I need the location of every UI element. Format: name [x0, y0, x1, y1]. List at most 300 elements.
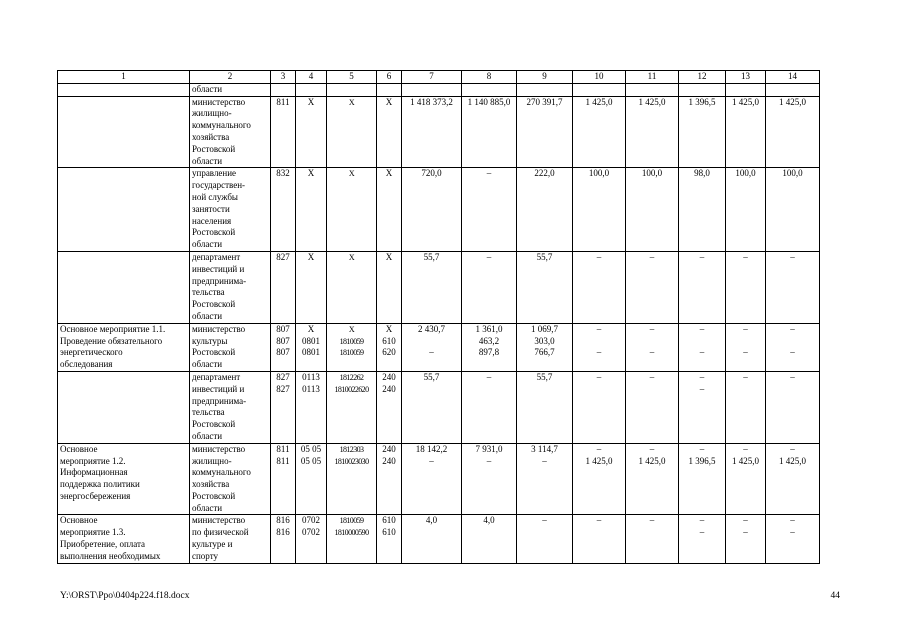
- cell-line: Х: [307, 168, 315, 179]
- value-cell: [726, 83, 766, 96]
- header-cell-8: 8: [462, 71, 517, 84]
- cell-line: [681, 84, 723, 96]
- cell-line: 2 430,7: [418, 323, 445, 334]
- cell-line: –: [542, 515, 547, 526]
- value-cell: [296, 83, 327, 96]
- value-cell: [327, 96, 377, 168]
- cell-line: [60, 84, 187, 96]
- table-row: [58, 443, 820, 515]
- value-cell: [377, 251, 402, 323]
- cell-line: 1 425,0: [638, 455, 666, 466]
- value-cell: [296, 323, 327, 371]
- cell-line: 222,0: [534, 168, 555, 179]
- cell-line: [298, 84, 324, 96]
- cell-line: [681, 336, 723, 348]
- cell-line: Х: [307, 323, 315, 334]
- cell-line: 807: [276, 335, 290, 346]
- cell-line: Ростовской: [192, 490, 236, 501]
- cell-line: [60, 252, 187, 264]
- activity-name-cell: [58, 515, 190, 563]
- table-row: [58, 515, 820, 563]
- cell-line: по физической: [192, 527, 249, 538]
- value-cell: [462, 168, 517, 252]
- cell-line: Ростовской: [192, 347, 236, 358]
- value-cell: [766, 168, 820, 252]
- cell-line: –: [429, 347, 434, 358]
- cell-line: 100,0: [782, 168, 803, 179]
- cell-line: –: [743, 251, 748, 262]
- value-cell: [271, 443, 296, 515]
- cell-line: [379, 84, 399, 96]
- cell-line: 0113: [302, 371, 320, 382]
- cell-line: –: [486, 455, 492, 466]
- cell-line: Проведение обязательного: [60, 335, 163, 346]
- cell-line: Х: [307, 251, 315, 262]
- cell-line: 610: [382, 515, 396, 526]
- value-cell: [573, 515, 626, 563]
- table-row: [58, 83, 820, 96]
- cell-line: –: [596, 251, 602, 262]
- value-cell: [626, 443, 679, 515]
- value-cell: [327, 251, 377, 323]
- value-cell: [271, 371, 296, 443]
- executor-cell: [190, 443, 271, 515]
- activity-name-cell: [58, 443, 190, 515]
- value-cell: [296, 96, 327, 168]
- cell-line: –: [743, 443, 748, 454]
- budget-table: [57, 70, 820, 564]
- cell-line: 100,0: [735, 168, 756, 179]
- cell-line: –: [596, 443, 602, 454]
- cell-line: 610: [382, 527, 396, 538]
- cell-line: –: [790, 323, 795, 334]
- cell-line: энергосбережения: [60, 490, 131, 501]
- value-cell: [517, 371, 573, 443]
- cell-line: 1 140 885,0: [467, 96, 511, 107]
- cell-line: Основное мероприятие 1.1.: [60, 323, 166, 334]
- cell-line: мероприятие 1.3.: [60, 527, 126, 538]
- cell-line: 832: [276, 168, 290, 179]
- cell-line: 0801: [302, 335, 320, 346]
- header-cell-3: 3: [271, 71, 296, 84]
- value-cell: [573, 83, 626, 96]
- cell-line: населения: [192, 215, 232, 226]
- value-cell: [726, 168, 766, 252]
- value-cell: [626, 168, 679, 252]
- value-cell: [626, 251, 679, 323]
- value-cell: [766, 83, 820, 96]
- cell-line: коммунального: [192, 467, 251, 478]
- header-cell-12: 12: [679, 71, 726, 84]
- value-cell: [679, 96, 726, 168]
- cell-line: 811: [276, 96, 290, 107]
- value-cell: [377, 96, 402, 168]
- cell-line: [728, 84, 763, 96]
- cell-line: 1812262: [339, 372, 364, 382]
- cell-line: Приобретение, оплата: [60, 539, 146, 550]
- activity-name-cell: [58, 251, 190, 323]
- cell-line: –: [743, 347, 748, 358]
- executor-cell: [190, 96, 271, 168]
- cell-line: 1 425,0: [779, 455, 806, 466]
- cell-line: области: [192, 502, 223, 513]
- value-cell: [402, 251, 462, 323]
- value-cell: [726, 371, 766, 443]
- value-cell: [573, 96, 626, 168]
- executor-cell: [190, 83, 271, 96]
- value-cell: [271, 168, 296, 252]
- value-cell: [573, 443, 626, 515]
- cell-line: [60, 168, 187, 180]
- cell-line: –: [743, 527, 748, 538]
- page-number: 44: [830, 591, 840, 601]
- cell-line: –: [542, 455, 547, 466]
- value-cell: [766, 443, 820, 515]
- value-cell: [327, 443, 377, 515]
- cell-line: 1810059: [339, 348, 364, 358]
- cell-line: –: [596, 347, 602, 358]
- value-cell: [402, 371, 462, 443]
- cell-line: 0801: [302, 347, 320, 358]
- value-cell: [402, 168, 462, 252]
- cell-line: Х: [385, 251, 393, 262]
- header-cell-6: 6: [377, 71, 402, 84]
- activity-name-cell: [58, 371, 190, 443]
- cell-line: управление: [192, 168, 237, 179]
- header-cell-2: 2: [190, 71, 271, 84]
- cell-line: 827: [276, 251, 290, 262]
- table-row: [58, 168, 820, 252]
- cell-line: Х: [348, 97, 355, 107]
- value-cell: [766, 323, 820, 371]
- cell-line: Х: [385, 168, 393, 179]
- cell-line: –: [790, 347, 795, 358]
- cell-line: тельства: [192, 287, 225, 298]
- value-cell: [271, 83, 296, 96]
- cell-line: [273, 84, 293, 96]
- header-cell-10: 10: [573, 71, 626, 84]
- cell-line: 811: [276, 455, 290, 466]
- cell-line: ной службы: [192, 191, 238, 202]
- value-cell: [296, 251, 327, 323]
- cell-line: [404, 84, 459, 96]
- cell-line: –: [596, 323, 602, 334]
- value-cell: [517, 168, 573, 252]
- cell-line: 100,0: [588, 168, 610, 179]
- cell-line: тельства: [192, 407, 225, 418]
- value-cell: [327, 168, 377, 252]
- value-cell: [271, 515, 296, 563]
- cell-line: 05 05: [300, 443, 322, 454]
- cell-line: 1 425,0: [732, 96, 759, 107]
- header-row: [58, 71, 820, 84]
- cell-line: 1 069,7: [531, 323, 558, 334]
- cell-line: –: [649, 323, 655, 334]
- executor-cell: [190, 515, 271, 563]
- cell-line: хозяйства: [192, 131, 230, 142]
- value-cell: [766, 251, 820, 323]
- value-cell: [462, 83, 517, 96]
- header-cell-9: 9: [517, 71, 573, 84]
- cell-line: 807: [276, 323, 290, 334]
- cell-line: –: [699, 515, 705, 526]
- cell-line: 7 931,0: [475, 443, 503, 454]
- cell-line: 720,0: [421, 168, 442, 179]
- value-cell: [626, 371, 679, 443]
- cell-line: 1810000590: [334, 528, 369, 538]
- value-cell: [517, 443, 573, 515]
- value-cell: [377, 168, 402, 252]
- cell-line: министерство: [192, 96, 246, 107]
- cell-line: –: [699, 371, 705, 382]
- value-cell: [462, 96, 517, 168]
- value-cell: [462, 251, 517, 323]
- activity-name-cell: [58, 323, 190, 371]
- value-cell: [626, 96, 679, 168]
- cell-line: –: [699, 347, 705, 358]
- cell-line: –: [790, 443, 795, 454]
- cell-line: 100,0: [641, 168, 663, 179]
- cell-line: –: [649, 251, 655, 262]
- activity-name-cell: [58, 83, 190, 96]
- cell-line: 4,0: [483, 515, 495, 526]
- cell-line: –: [649, 443, 655, 454]
- cell-line: –: [699, 383, 705, 394]
- cell-line: Основное: [60, 515, 98, 526]
- cell-line: Х: [348, 324, 355, 334]
- cell-line: 55,7: [423, 371, 440, 382]
- cell-line: –: [649, 515, 655, 526]
- cell-line: культуре и: [192, 539, 233, 550]
- header-cell-7: 7: [402, 71, 462, 84]
- value-cell: [517, 96, 573, 168]
- cell-line: 1 418 373,2: [410, 96, 453, 107]
- cell-line: Основное: [60, 443, 98, 454]
- value-cell: [327, 83, 377, 96]
- value-cell: [296, 168, 327, 252]
- value-cell: [726, 515, 766, 563]
- cell-line: [464, 84, 514, 96]
- cell-line: [329, 84, 374, 96]
- cell-line: 270 391,7: [526, 96, 563, 107]
- executor-cell: [190, 251, 271, 323]
- cell-line: 1810023030: [334, 456, 369, 466]
- table-row: [58, 323, 820, 371]
- cell-line: 1 425,0: [638, 96, 666, 107]
- cell-line: области: [192, 83, 223, 94]
- cell-line: –: [699, 527, 705, 538]
- cell-line: занятости: [192, 203, 230, 214]
- cell-line: области: [192, 359, 223, 370]
- cell-line: –: [790, 251, 795, 262]
- value-cell: [402, 443, 462, 515]
- cell-line: предпринима-: [192, 395, 247, 406]
- value-cell: [726, 251, 766, 323]
- cell-line: 1 425,0: [585, 455, 613, 466]
- cell-line: Х: [385, 323, 393, 334]
- cell-line: хозяйства: [192, 479, 230, 490]
- value-cell: [626, 83, 679, 96]
- value-cell: [626, 323, 679, 371]
- cell-line: 240: [382, 371, 396, 382]
- cell-line: коммунального: [192, 120, 251, 131]
- cell-line: –: [486, 251, 492, 262]
- cell-line: области: [192, 310, 223, 321]
- cell-line: 766,7: [534, 347, 555, 358]
- cell-line: Х: [348, 252, 355, 262]
- value-cell: [679, 251, 726, 323]
- cell-line: обследования: [60, 359, 113, 370]
- value-cell: [296, 443, 327, 515]
- cell-line: Х: [307, 96, 315, 107]
- value-cell: [573, 371, 626, 443]
- cell-line: министерство: [192, 515, 246, 526]
- cell-line: –: [699, 443, 705, 454]
- header-cell-4: 4: [296, 71, 327, 84]
- cell-line: 0702: [302, 527, 320, 538]
- cell-line: жилищно-: [192, 108, 232, 119]
- cell-line: –: [699, 251, 705, 262]
- cell-line: –: [743, 323, 748, 334]
- cell-line: 827: [276, 371, 290, 382]
- cell-line: 1 361,0: [475, 323, 503, 334]
- value-cell: [573, 251, 626, 323]
- cell-line: Х: [385, 96, 393, 107]
- cell-line: [575, 84, 623, 96]
- value-cell: [296, 515, 327, 563]
- value-cell: [626, 515, 679, 563]
- cell-line: [60, 372, 187, 384]
- cell-line: 303,0: [534, 335, 555, 346]
- cell-line: –: [649, 347, 655, 358]
- value-cell: [679, 443, 726, 515]
- cell-line: –: [743, 515, 748, 526]
- file-path-footer: Y:\ORST\Ppo\0404p224.f18.docx: [60, 591, 190, 601]
- cell-line: –: [649, 371, 655, 382]
- cell-line: 816: [276, 527, 290, 538]
- value-cell: [679, 371, 726, 443]
- cell-line: 463,2: [478, 335, 500, 346]
- header-cell-1: 1: [58, 71, 190, 84]
- cell-line: 4,0: [425, 515, 438, 526]
- cell-line: –: [486, 168, 492, 179]
- header-cell-13: 13: [726, 71, 766, 84]
- cell-line: 0113: [302, 383, 320, 394]
- cell-line: инвестиций и: [192, 383, 245, 394]
- value-cell: [296, 371, 327, 443]
- value-cell: [462, 443, 517, 515]
- cell-line: 55,7: [423, 251, 440, 262]
- value-cell: [402, 323, 462, 371]
- value-cell: [377, 515, 402, 563]
- value-cell: [679, 168, 726, 252]
- cell-line: –: [743, 371, 748, 382]
- value-cell: [573, 168, 626, 252]
- cell-line: 1 396,5: [688, 96, 716, 107]
- cell-line: 1 396,5: [688, 455, 716, 466]
- header-cell-11: 11: [626, 71, 679, 84]
- cell-line: 240: [382, 455, 396, 466]
- cell-line: [60, 97, 187, 109]
- cell-line: области: [192, 155, 223, 166]
- cell-line: 1810022620: [334, 384, 369, 394]
- cell-line: 55,7: [536, 251, 553, 262]
- value-cell: [377, 443, 402, 515]
- cell-line: 610: [382, 335, 396, 346]
- activity-name-cell: [58, 168, 190, 252]
- value-cell: [766, 515, 820, 563]
- value-cell: [517, 323, 573, 371]
- cell-line: мероприятие 1.2.: [60, 455, 126, 466]
- value-cell: [271, 323, 296, 371]
- value-cell: [402, 515, 462, 563]
- cell-line: 55,7: [536, 371, 553, 382]
- cell-line: департамент: [192, 251, 241, 262]
- value-cell: [726, 443, 766, 515]
- cell-line: жилищно-: [192, 455, 232, 466]
- cell-line: –: [790, 371, 795, 382]
- cell-line: [728, 336, 763, 348]
- cell-line: 620: [382, 347, 396, 358]
- cell-line: предпринима-: [192, 275, 247, 286]
- executor-cell: [190, 371, 271, 443]
- cell-line: 816: [276, 515, 290, 526]
- value-cell: [679, 515, 726, 563]
- cell-line: [628, 84, 676, 96]
- cell-line: 1 425,0: [732, 455, 759, 466]
- cell-line: 05 05: [300, 455, 322, 466]
- cell-line: министерство: [192, 443, 246, 454]
- cell-line: –: [596, 371, 602, 382]
- activity-name-cell: [58, 96, 190, 168]
- cell-line: выполнения необходимых: [60, 550, 161, 561]
- value-cell: [462, 323, 517, 371]
- cell-line: [628, 336, 676, 348]
- value-cell: [377, 83, 402, 96]
- value-cell: [679, 323, 726, 371]
- cell-line: Ростовской: [192, 419, 236, 430]
- cell-line: 807: [276, 347, 290, 358]
- header-cell-5: 5: [327, 71, 377, 84]
- cell-line: министерство: [192, 323, 246, 334]
- value-cell: [517, 83, 573, 96]
- cell-line: 98,0: [694, 168, 710, 179]
- cell-line: спорту: [192, 550, 219, 561]
- cell-line: 897,8: [478, 347, 500, 358]
- cell-line: энергетического: [60, 347, 123, 358]
- executor-cell: [190, 323, 271, 371]
- cell-line: [519, 84, 570, 96]
- value-cell: [377, 323, 402, 371]
- cell-line: 1 425,0: [779, 96, 806, 107]
- table-row: [58, 96, 820, 168]
- cell-line: области: [192, 239, 223, 250]
- value-cell: [573, 323, 626, 371]
- cell-line: 240: [382, 383, 396, 394]
- cell-line: 1810059: [339, 516, 364, 526]
- cell-line: Ростовской: [192, 299, 236, 310]
- cell-line: Ростовской: [192, 227, 236, 238]
- cell-line: 240: [382, 443, 396, 454]
- cell-line: –: [486, 371, 492, 382]
- cell-line: 18 142,2: [415, 443, 448, 454]
- cell-line: 3 114,7: [531, 443, 558, 454]
- value-cell: [271, 96, 296, 168]
- value-cell: [377, 371, 402, 443]
- cell-line: Ростовской: [192, 143, 236, 154]
- cell-line: департамент: [192, 371, 241, 382]
- value-cell: [766, 371, 820, 443]
